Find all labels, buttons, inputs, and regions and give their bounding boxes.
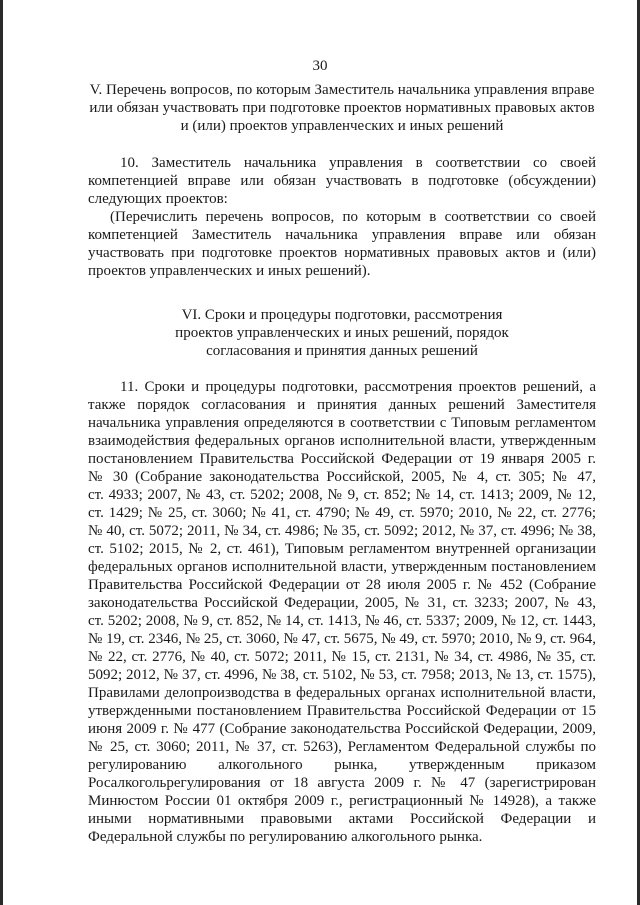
- heading-line: и (или) проектов управленческих и иных решений: [180, 118, 504, 134]
- text-line: компетенцией вправе или обязан участвовать в подготовке (обсуждении): [88, 173, 596, 189]
- heading-line: V. Перечень вопросов, по которым Заместитель начальника управления вправе: [89, 82, 595, 98]
- text-line: Минюстом России 01 октября 2009 г., регистрационный № 14928), а также: [88, 793, 596, 809]
- text-line: также порядок согласования и принятия данных решений Заместителя: [88, 397, 596, 413]
- heading-line: проектов управленческих и иных решений, порядок: [175, 325, 509, 341]
- text-line: (Перечислить перечень вопросов, по которым в соответствии со своей: [110, 209, 596, 225]
- text-line: 11. Сроки и процедуры подготовки, рассмотрения проектов решений, а: [120, 379, 596, 395]
- text-line: начальника управления определяются в соответствии с Типовым регламентом: [88, 415, 596, 431]
- text-line: взаимодействия федеральных органов исполнительной власти, утвержденным: [88, 433, 596, 449]
- text-line: № 30 (Собрание законодательства Российской, 2005, № 4, ст. 305; № 47,: [88, 469, 596, 485]
- text-line: регулированию алкогольного рынка, утвержденным приказом: [88, 757, 596, 773]
- text-line: ст. 4933; 2007, № 43, ст. 5202; 2008, № 9, ст. 852; № 14, ст. 1413; 2009, № 12,: [88, 487, 596, 503]
- text-line: ст. 1429; № 25, ст. 3060; № 41, ст. 4790; № 49, ст. 5970; 2010, № 22, ст. 2776;: [88, 505, 596, 521]
- heading-line: VI. Сроки и процедуры подготовки, рассмотрения: [181, 307, 503, 323]
- text-line: ст. 5202; 2008, № 9, ст. 852, № 14, ст. 1413, № 46, ст. 5337; 2009, № 12, ст. 1443,: [88, 613, 596, 629]
- text-line: 10. Заместитель начальника управления в соответствии со своей: [120, 155, 596, 171]
- text-line: проектов управленческих и иных решений).: [88, 263, 371, 279]
- text-line: компетенцией Заместитель начальника управления вправе или обязан: [88, 227, 596, 243]
- text-line: Правительства Российской Федерации от 28 июля 2005 г. № 452 (Собрание: [88, 577, 596, 593]
- text-line: Росалкогольрегулирования от 18 августа 2009 г. № 47 (зарегистрирован: [88, 775, 596, 791]
- text-line: ст. 5102; 2015, № 2, ст. 461), Типовым регламентом внутренней организации: [88, 541, 596, 557]
- scan-edge-left: [0, 0, 3, 905]
- text-line: Федеральной службы по регулированию алкогольного рынка.: [88, 829, 483, 845]
- heading-line: согласования и принятия данных решений: [206, 343, 478, 359]
- text-line: № 40, ст. 5072; 2011, № 34, ст. 4986; № 35, ст. 5092; 2012, № 37, ст. 4996; № 38,: [88, 523, 596, 539]
- text-line: № 25, ст. 3060; 2011, № 37, ст. 5263), Регламентом Федеральной службы по: [88, 739, 596, 755]
- text-line: следующих проектов:: [88, 191, 228, 207]
- text-line: Правилами делопроизводства в федеральных органах исполнительной власти,: [88, 685, 596, 701]
- text-line: участвовать при подготовке проектов нормативных правовых актов и (или): [88, 245, 596, 261]
- heading-line: или обязан участвовать при подготовке проектов нормативных правовых актов: [89, 100, 595, 116]
- text-line: законодательства Российской Федерации, 2005, № 31, ст. 3233; 2007, № 43,: [88, 595, 596, 611]
- text-line: № 19, ст. 2346, № 25, ст. 3060, № 47, ст. 5675, № 49, ст. 5970; 2010, № 9, ст. 964,: [88, 631, 596, 647]
- page-number: 30: [312, 58, 328, 74]
- text-line: иными нормативными правовыми актами Российской Федерации и: [88, 811, 596, 827]
- text-line: № 22, ст. 2776, № 40, ст. 5072; 2011, № 15, ст. 2131, № 34, ст. 4986, № 35, ст.: [88, 649, 596, 665]
- text-line: постановлением Правительства Российской Федерации от 19 января 2005 г.: [88, 451, 596, 467]
- text-line: утвержденными постановлением Правительства Российской Федерации от 15: [88, 703, 596, 719]
- text-line: 5092; 2012, № 37, ст. 4996, № 38, ст. 5102, № 53, ст. 7958; 2013, № 13, ст. 1575),: [88, 667, 596, 683]
- text-line: июня 2009 г. № 477 (Собрание законодательства Российской Федерации, 2009,: [88, 721, 596, 737]
- text-line: федеральных органов исполнительной власти, утвержденным постановлением: [88, 559, 596, 575]
